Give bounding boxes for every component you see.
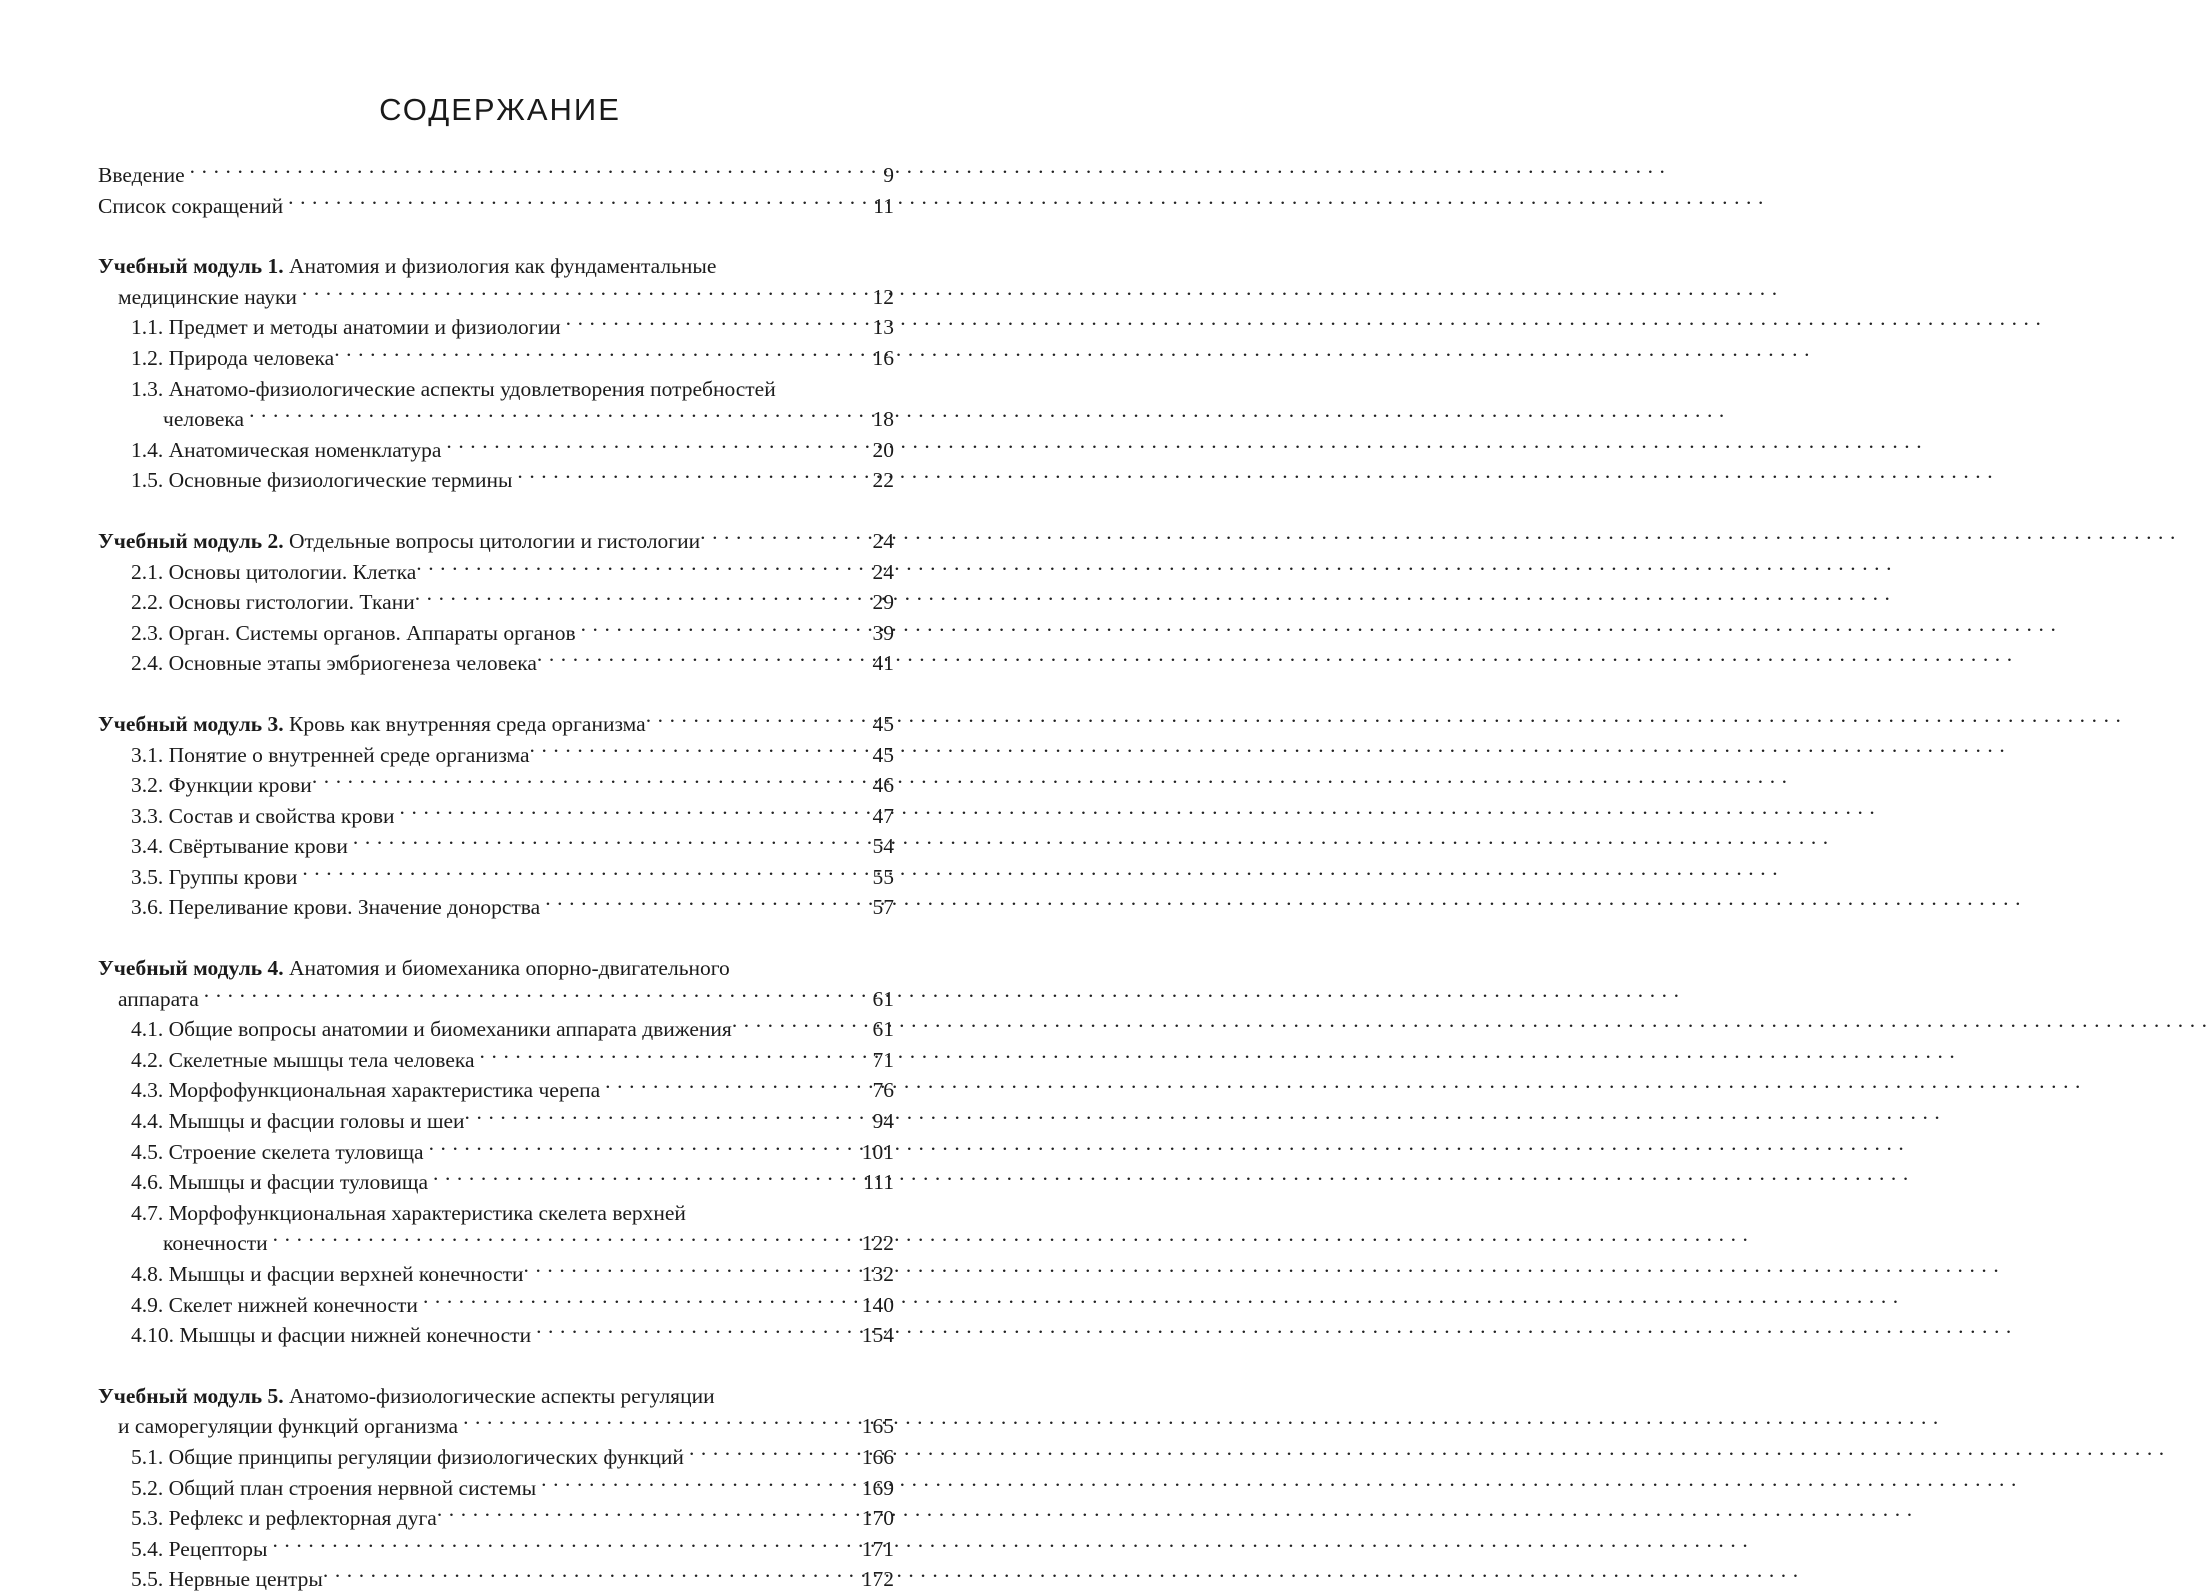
toc-page-number: 45 xyxy=(872,742,894,767)
dot-leader xyxy=(302,282,855,304)
dot-leader xyxy=(524,1260,855,1282)
toc-page-number: 29 xyxy=(872,590,894,615)
dot-leader xyxy=(288,191,855,213)
toc-page xyxy=(0,0,1000,1592)
toc-section[interactable] xyxy=(131,1320,894,1351)
toc-page-number: 11 xyxy=(873,193,894,218)
module-group xyxy=(98,526,894,679)
module-group xyxy=(98,709,894,923)
toc-entry-text: 1.1. Предмет и методы анатомии и физиологии xyxy=(131,315,561,340)
toc-entry-text: конечности xyxy=(163,1231,268,1256)
dot-leader xyxy=(400,801,855,823)
toc-entry-text: 2.4. Основные этапы эмбриогенеза человека xyxy=(131,651,537,676)
toc-entry-text: 2.3. Орган. Системы органов. Аппараты органов xyxy=(131,620,576,645)
toc-entry-text: 4.9. Скелет нижней конечности xyxy=(131,1292,418,1317)
dot-leader xyxy=(517,466,855,488)
dot-leader xyxy=(312,771,855,793)
toc-section[interactable] xyxy=(131,1167,894,1198)
module-group xyxy=(98,1381,894,1595)
toc-page-number: 170 xyxy=(861,1506,894,1531)
dot-leader xyxy=(416,557,855,579)
dot-leader xyxy=(302,862,855,884)
toc-entry-text: 5.1. Общие принципы регуляции физиологических функций xyxy=(131,1444,684,1469)
toc-section[interactable] xyxy=(131,892,894,923)
toc-entry-text: 1.5. Основные физиологические термины xyxy=(131,468,513,493)
toc-page-number: 101 xyxy=(861,1139,894,1164)
toc-entry-text: 4.6. Мышцы и фасции туловища xyxy=(131,1170,429,1195)
dot-leader xyxy=(545,893,855,915)
toc-entry-text: Учебный модуль 2. Отдельные вопросы цитологии и гистологии xyxy=(98,528,701,553)
toc-page-number: 111 xyxy=(863,1170,894,1195)
toc-entry-text: 3.5. Группы крови xyxy=(131,864,298,889)
toc-entry-text: 3.2. Функции крови xyxy=(131,773,312,798)
toc-entry-text: аппарата xyxy=(118,986,199,1011)
dot-leader xyxy=(541,1473,855,1495)
toc-entry-text: 1.2. Природа человека xyxy=(131,345,335,370)
toc-page-number: 41 xyxy=(872,651,894,676)
toc-entry-text: 1.4. Анатомическая номенклатура xyxy=(131,437,442,462)
dot-leader xyxy=(334,343,855,365)
dot-leader xyxy=(429,1137,855,1159)
toc-page-number: 39 xyxy=(872,620,894,645)
dot-leader xyxy=(190,161,855,183)
toc-entry-text: 4.8. Мышцы и фасции верхней конечности xyxy=(131,1262,524,1286)
toc-entry-text: 2.2. Основы гистологии. Ткани xyxy=(131,590,415,615)
toc-section[interactable] xyxy=(131,343,894,374)
toc-page-number: 54 xyxy=(872,834,894,859)
toc-page-number: 45 xyxy=(872,711,894,736)
page-title: СОДЕРЖАНИЕ xyxy=(379,92,621,127)
dot-leader xyxy=(465,1107,855,1129)
module-group xyxy=(98,953,894,1351)
toc-entry-text: 4.10. Мышцы и фасции нижней конечности xyxy=(131,1323,532,1348)
dot-leader xyxy=(536,1321,855,1343)
toc-page-number: 94 xyxy=(872,1109,894,1134)
dot-leader xyxy=(249,405,855,427)
toc-section[interactable] xyxy=(131,1564,894,1595)
toc-entry-text: Учебный модуль 4. Анатомия и биомеханика опорно-двигательного xyxy=(98,956,730,981)
toc-section[interactable] xyxy=(131,465,894,496)
toc-page-number: 20 xyxy=(872,437,894,462)
dot-leader xyxy=(581,618,855,640)
toc-entry-text: 3.6. Переливание крови. Значение донорства xyxy=(131,895,541,920)
toc-entry-text: 3.3. Состав и свойства крови xyxy=(131,803,395,828)
toc-entry-text: 1.3. Анатомо-физиологические аспекты удовлетворения потребностей xyxy=(131,376,776,401)
toc-entry-text: Учебный модуль 3. Кровь как внутренняя среда организма xyxy=(98,711,646,736)
toc-page-number: 55 xyxy=(872,864,894,889)
toc-page-number: 122 xyxy=(861,1231,894,1256)
toc-page-number: 46 xyxy=(872,773,894,798)
toc-entry-text: Учебный модуль 5. Анатомо-физиологические аспекты регуляции xyxy=(98,1383,715,1408)
dot-leader xyxy=(204,984,855,1006)
dot-leader xyxy=(537,649,855,671)
toc-entry-text: 3.4. Свёртывание крови xyxy=(131,834,348,859)
toc-page-number: 71 xyxy=(872,1047,894,1072)
toc-page-number: 61 xyxy=(872,986,894,1011)
toc-entry-text: медицинские науки xyxy=(118,284,297,309)
dot-leader xyxy=(423,1290,855,1312)
dot-leader xyxy=(446,435,855,457)
module-label: Учебный модуль 2. xyxy=(98,528,284,553)
dot-leader xyxy=(463,1412,855,1434)
toc-entry-text: 3.1. Понятие о внутренней среде организма xyxy=(131,742,530,767)
dot-leader xyxy=(273,1229,855,1251)
toc-entry-text: и саморегуляции функций организма xyxy=(118,1414,459,1439)
toc-page-number: 24 xyxy=(872,559,894,584)
dot-leader xyxy=(689,1442,855,1464)
toc-page-number: 171 xyxy=(861,1536,894,1561)
toc-page-number: 140 xyxy=(861,1292,894,1317)
toc-entry-text: 4.2. Скелетные мышцы тела человека xyxy=(131,1047,475,1072)
dot-leader xyxy=(732,1015,855,1037)
dot-leader xyxy=(480,1045,855,1067)
toc-page-number: 172 xyxy=(861,1567,894,1592)
dot-leader xyxy=(433,1168,855,1190)
dot-leader xyxy=(566,313,855,335)
toc-entry-text: 5.3. Рефлекс и рефлекторная дуга xyxy=(131,1506,437,1531)
toc-page-number: 166 xyxy=(861,1444,894,1469)
dot-leader xyxy=(272,1534,855,1556)
toc-section[interactable] xyxy=(131,648,894,679)
toc-entry-text: Учебный модуль 1. Анатомия и физиология как фундаментальные xyxy=(98,254,717,279)
toc-page-number: 132 xyxy=(861,1262,894,1286)
toc-page-number: 165 xyxy=(861,1414,894,1439)
module-label: Учебный модуль 4. xyxy=(98,956,284,981)
module-label: Учебный модуль 1. xyxy=(98,254,284,279)
toc-page-number: 61 xyxy=(872,1017,894,1042)
toc-page-number: 18 xyxy=(872,407,894,432)
dot-leader xyxy=(323,1565,855,1587)
toc-page-number: 76 xyxy=(872,1078,894,1103)
toc-entry-text: 4.3. Морфофункциональная характеристика черепа xyxy=(131,1078,601,1103)
toc-page-number: 57 xyxy=(872,895,894,920)
dot-leader xyxy=(530,740,855,762)
toc-entry-text: человека xyxy=(163,407,245,432)
module-label: Учебный модуль 3. xyxy=(98,711,284,736)
toc-page-number: 169 xyxy=(861,1475,894,1500)
toc-entry-text: 4.7. Морфофункциональная характеристика скелета верхней xyxy=(131,1200,686,1225)
module-group xyxy=(98,251,894,496)
toc-page-number: 16 xyxy=(872,345,894,370)
toc-entry-front-matter[interactable] xyxy=(98,191,894,222)
toc-page-number: 24 xyxy=(872,528,894,553)
dot-leader xyxy=(415,588,855,610)
toc-entry-text: 5.4. Рецепторы xyxy=(131,1536,268,1561)
toc-page-number: 9 xyxy=(883,163,894,187)
toc-entry-text: Список сокращений xyxy=(98,193,284,218)
toc-page-number: 22 xyxy=(872,468,894,493)
toc-page-number: 13 xyxy=(872,315,894,340)
toc-entry-text: 5.2. Общий план строения нервной системы xyxy=(131,1475,537,1500)
toc-entry-text: Введение xyxy=(98,163,185,187)
toc-entry-text: 5.5. Нервные центры xyxy=(131,1567,323,1592)
dot-leader xyxy=(646,709,855,731)
dot-leader xyxy=(605,1076,855,1098)
toc-page-number: 47 xyxy=(872,803,894,828)
dot-leader xyxy=(700,526,855,548)
module-label: Учебный модуль 5. xyxy=(98,1383,284,1408)
toc-page-number: 12 xyxy=(872,284,894,309)
dot-leader xyxy=(437,1504,855,1526)
front-matter-group xyxy=(98,160,894,221)
toc-entry-list xyxy=(98,160,894,1595)
toc-entry-text: 4.1. Общие вопросы анатомии и биомеханики аппарата движения xyxy=(131,1017,732,1042)
toc-entry-text: 4.4. Мышцы и фасции головы и шеи xyxy=(131,1109,465,1134)
toc-entry-text: 2.1. Основы цитологии. Клетка xyxy=(131,559,417,584)
toc-entry-text: 4.5. Строение скелета туловища xyxy=(131,1139,424,1164)
toc-page-number: 154 xyxy=(861,1323,894,1348)
dot-leader xyxy=(353,832,855,854)
